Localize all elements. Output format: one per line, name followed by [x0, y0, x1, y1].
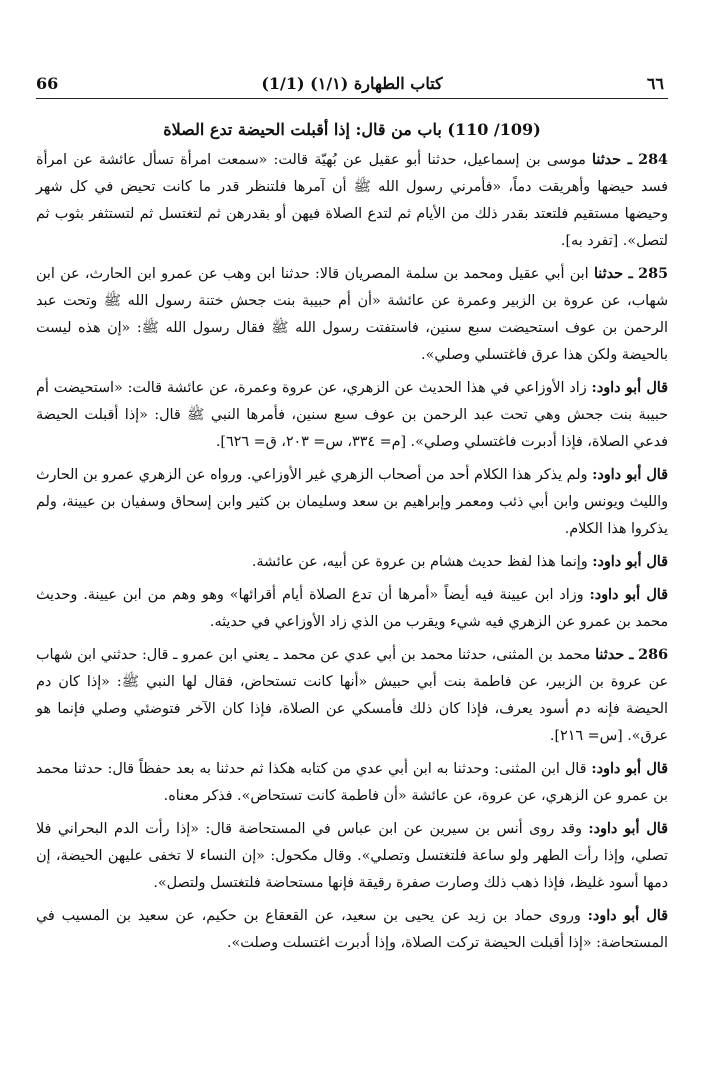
hadith-286: [36, 642, 668, 750]
note-text: وروى حماد بن زيد عن يحيى بن سعيد، عن القعقاع بن حكيم، عن سعيد بن المسيب في المستحاضة: «إذا أقبلت الحيضة تركت الصلاة، وإذا أدبرت اغتسلت وصلت».: [36, 908, 668, 951]
note-2: [36, 462, 668, 543]
note-lead: قال أبو داود:: [591, 761, 668, 777]
page-body: [36, 120, 668, 963]
hadith-284: [36, 147, 668, 255]
page-number-arabic: ٦٦: [646, 74, 664, 93]
hadith-number: 285: [638, 266, 669, 282]
note-6: [36, 816, 668, 897]
hadith-lead: ـ حدثنا: [593, 266, 633, 282]
note-text: زاد الأوزاعي في هذا الحديث عن الزهري، عن عروة وعمرة، عن عائشة قالت: «استحيضت أم حبيبة بنت جحش وهي تحت عبد الرحمن بن عوف سبع سنين، فأمرها النبي ﷺ قال: «إذا أقبلت الحيضة فدعي الصلاة، فإذا أدبرت فاغتسلي وصلي». [م= ٣٣٤، س= ٢٠٣، ق= ٦٢٦].: [36, 380, 668, 450]
chapter-heading: (109/ 110) باب من قال: إذا أقبلت الحيضة تدع الصلاة: [163, 120, 541, 139]
note-text: وقد روى أنس بن سيرين عن ابن عباس في المستحاضة قال: «إذا رأت الدم البحراني فلا تصلي، وإذا رأت الطهر ولو ساعة فلتغتسل وتصلي». وقال مكحول: «إن النساء لا تخفى عليهن الحيضة، إن دمها أسود غليظ، فإذا ذهب ذلك وصارت صفرة رقيقة فإنها مستحاضة فلتغتسل ولتصل».: [36, 821, 668, 891]
hadith-number: 284: [638, 152, 668, 168]
note-lead: قال أبو داود:: [589, 587, 668, 603]
note-text: ولم يذكر هذا الكلام أحد من أصحاب الزهري غير الأوزاعي. ورواه عن الزهري عمرو بن الحارث والليث ويونس وابن أبي ذئب ومعمر وإبراهيم بن سعد وسليمان بن كثير وابن إسحاق وسفيان بن عيينة، ولم يذكروا هذا الكلام.: [36, 467, 668, 537]
note-7: [36, 903, 668, 957]
hadith-number: 286: [638, 647, 669, 663]
hadith-285: [36, 261, 668, 369]
note-lead: قال أبو داود:: [588, 821, 668, 837]
note-lead: قال أبو داود:: [592, 554, 668, 570]
hadith-lead: ـ حدثنا: [592, 152, 632, 168]
hadith-lead: ـ حدثنا: [595, 647, 634, 663]
running-title: (1/1) كتاب الطهارة (١/١): [261, 74, 443, 93]
note-text: وزاد ابن عيينة فيه أيضاً «أمرها أن تدع الصلاة أيام أقرائها» وهو وهم من ابن عيينة. وحديث محمد بن عمرو عن الزهري فيه شيء ويقرب من الذي زاد الأوزاعي في حديثه.: [36, 587, 668, 630]
note-lead: قال أبو داود:: [592, 467, 668, 483]
note-3: [36, 549, 668, 576]
note-lead: قال أبو داود:: [587, 908, 668, 924]
note-lead: قال أبو داود:: [591, 380, 668, 396]
note-1: [36, 375, 668, 456]
page-number-latin: 66: [36, 74, 59, 93]
hadith-text: محمد بن المثنى، حدثنا محمد بن أبي عدي عن محمد ـ يعني ابن عمرو ـ قال: حدثني ابن شهاب عن عروة بن الزبير، عن فاطمة بنت أبي حبيش «أنها كانت تستحاض، فقال لها النبي ﷺ: «إذا كان دم الحيضة فإنه دم أسود يعرف، فإذا كان ذلك فأمسكي عن الصلاة، فإذا كان الآخر فتوضئي وصلي فإنما هو عرق». [س= ٢١٦].: [36, 647, 668, 744]
hadith-text: ابن أبي عقيل ومحمد بن سلمة المصريان قالا: حدثنا ابن وهب عن عمرو ابن الحارث، عن ابن شهاب، عن عروة بن الزبير وعمرة عن عائشة «أن أم حبيبة بنت جحش ختنة رسول الله ﷺ وتحت عبد الرحمن بن عوف استحيضت سبع سنين، فاستفتت رسول الله ﷺ فقال رسول الله ﷺ: «إن هذه ليست بالحيضة ولكن هذا عرق فاغتسلي وصلي».: [36, 266, 668, 363]
hadith-text: موسى بن إسماعيل، حدثنا أبو عقيل عن بُهيّة قالت: «سمعت امرأة تسأل عائشة عن امرأة فسد حيضها وأهريقت دماً، «فأمرني رسول الله ﷺ أن آمرها فلتنظر قدر ما كانت تحيض في كل شهر وحيضها مستقيم فلتعتد بقدر ذلك من الأيام ثم لتدع الصلاة فيهن أو بقدرهن ثم لتغتسل ثم لتستثفر بثوب ثم لتصل». [تفرد به].: [36, 152, 668, 249]
note-text: وإنما هذا لفظ حديث هشام بن عروة عن أبيه، عن عائشة.: [251, 554, 588, 570]
note-4: [36, 582, 668, 636]
note-5: [36, 756, 668, 810]
page-header: [36, 68, 668, 99]
note-text: قال ابن المثنى: وحدثنا به ابن أبي عدي من كتابه هكذا ثم حدثنا به بعد حفظاً قال: حدثنا محمد بن عمرو عن الزهري، عن عروة، عن عائشة «أن فاطمة كانت تستحاض». فذكر معناه.: [36, 761, 668, 804]
